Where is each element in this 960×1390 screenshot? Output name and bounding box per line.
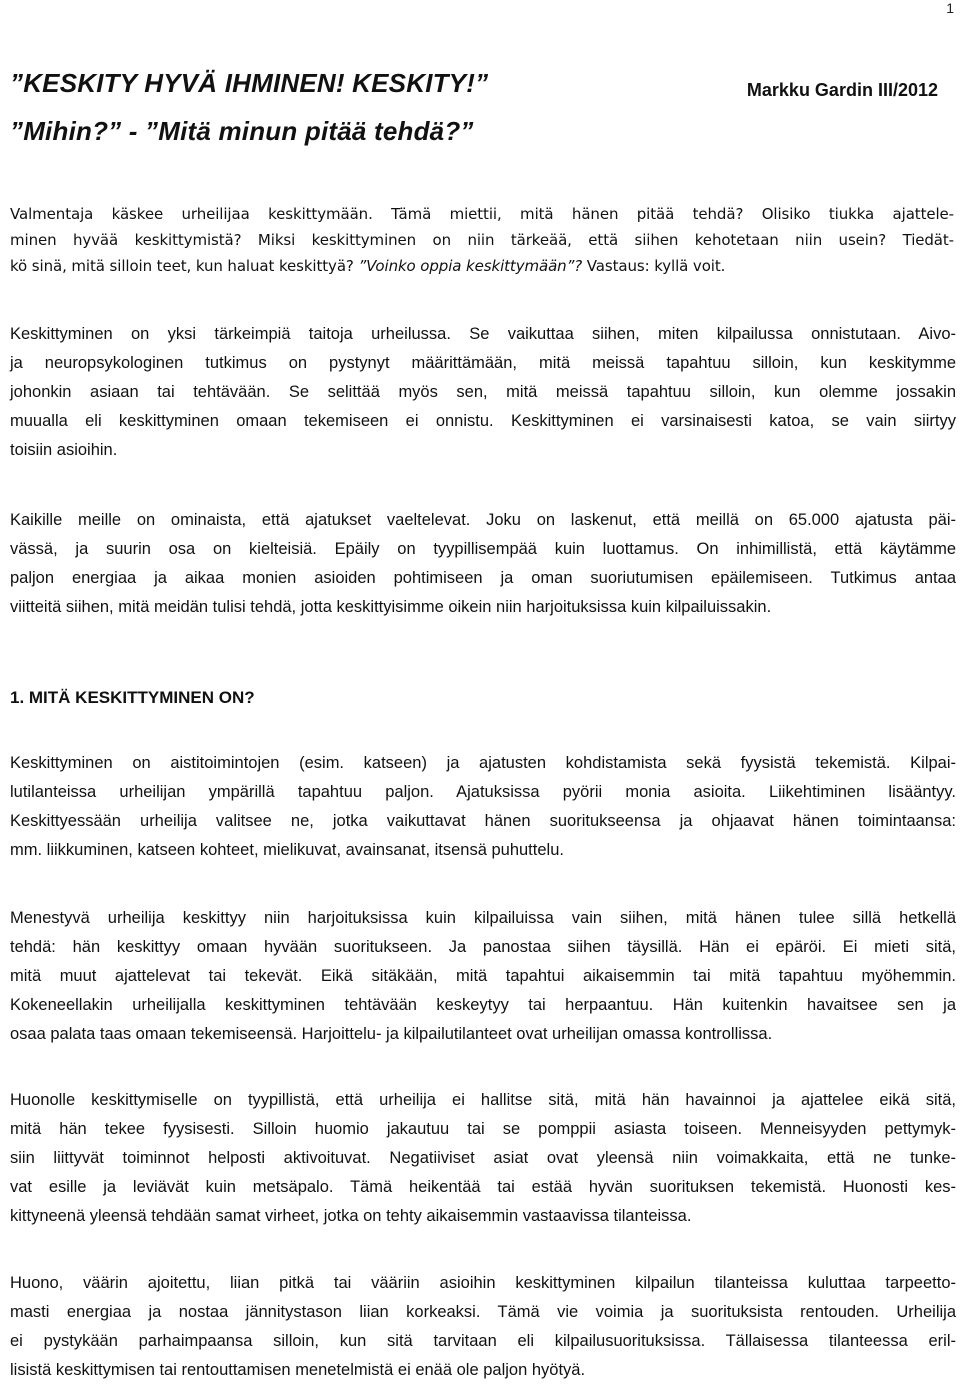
author-date: Markku Gardin III/2012 [746, 80, 938, 100]
paragraph-line: vat esille ja leviävät kuin metsäpalo. Tämä heikentää tai estää hyvän suorituksen tekemistä. Huonosti kes- [10, 1178, 956, 1196]
paragraph-line: Huono, väärin ajoitettu, liian pitkä tai vääriin asioihin keskittyminen kilpailun tilanteissa kuluttaa tarpeetto- [10, 1274, 956, 1292]
paragraph-line: ei pystykään parhaimpaansa silloin, kun sitä tarvitaan eli kilpailusuorituksissa. Tällaisessa tilanteessa eril- [10, 1332, 956, 1350]
paragraph-line: Keskittyessään urheilija valitsee ne, jotka vaikuttavat hänen suoritukseensa ja ohjaavat hänen toimintaansa: [10, 812, 956, 830]
paragraph-line: mm. liikkuminen, katseen kohteet, mielikuvat, avainsanat, itsensä puhuttelu. [10, 841, 564, 859]
section-heading-1: 1. MITÄ KESKITTYMINEN ON? [10, 688, 255, 707]
paragraph-3 [10, 506, 956, 622]
paragraph-line: Huonolle keskittymiselle on tyypillistä, että urheilija ei hallitse sitä, mitä hän havainnoi ja ajattelee eikä sitä, [10, 1091, 956, 1109]
paragraph-line: masti energiaa ja nostaa jännitystason liian korkeaksi. Tämä vie voimia ja suorituksista rentouden. Urheilija [10, 1303, 956, 1321]
paragraph-line: lisistä keskittymisen tai rentouttamisen menetelmistä ei enää ole paljon hyötyä. [10, 1361, 586, 1379]
intro-question-italic: ”Voinko oppia keskittymään”? [358, 257, 583, 275]
paragraph-line: viitteitä siihen, mitä meidän tulisi tehdä, jotta keskittyisimme oikein niin harjoituksissa kuin kilpailuissakin. [10, 598, 772, 616]
intro-line-1: Valmentaja käskee urheilijaa keskittymään. Tämä miettii, mitä hänen pitää tehdä? Olisiko tiukka ajattele- [10, 205, 954, 223]
paragraph-line: Keskittyminen on yksi tärkeimpiä taitoja urheilussa. Se vaikuttaa siihen, miten kilpailussa onnistutaan. Aivo- [10, 325, 956, 343]
intro-line-3 [10, 253, 954, 279]
intro-paragraph [10, 201, 954, 279]
paragraph-7 [10, 1269, 956, 1385]
paragraph-line: paljon energiaa ja aikaa monien asioiden pohtimiseen ja oman suoriutumisen epäilemiseen. Tutkimus antaa [10, 569, 956, 587]
intro-line-3-end: Vastaus: kyllä voit. [582, 257, 726, 275]
paragraph-4 [10, 749, 956, 865]
paragraph-line: osaa palata taas omaan tekemiseensä. Harjoittelu- ja kilpailutilanteet ovat urheilijan omassa kontrollissa. [10, 1025, 773, 1043]
paragraph-line: Kaikille meille on ominaista, että ajatukset vaeltelevat. Joku on laskenut, että meillä on 65.000 ajatusta päi- [10, 511, 956, 529]
paragraph-line: Keskittyminen on aistitoimintojen (esim. katseen) ja ajatusten kohdistamista sekä fyysistä tekemistä. Kilpai- [10, 754, 956, 772]
paragraph-line: Kokeneellakin urheilijalla keskittyminen tehtävään keskeytyy tai herpaantuu. Hän kuitenkin havaitsee sen ja [10, 996, 956, 1014]
document-title-line-2: ”Mihin?” - ”Mitä minun pitää tehdä?” [10, 116, 474, 146]
paragraph-line: vässä, ja suurin osa on kielteisiä. Epäily on tyypillisempää kuin luottamus. On inhimillistä, että käytämme [10, 540, 956, 558]
intro-line-2: minen hyvää keskittymistä? Miksi keskittyminen on niin tärkeää, että siihen kehotetaan niin usein? Tiedät- [10, 231, 954, 249]
paragraph-line: mitä muut ajattelevat tai tekevät. Eikä sitäkään, mitä tapahtui aikaisemmin tai mitä tapahtuu myöhemmin. [10, 967, 956, 985]
paragraph-line: siin liittyvät toiminnot helposti aktivoituvat. Negatiiviset asiat ovat yleensä niin voimakkaita, että ne tunke- [10, 1149, 956, 1167]
document-title-line-1: ”KESKITY HYVÄ IHMINEN! KESKITY!” [10, 68, 489, 98]
paragraph-line: kittyneenä yleensä tehdään samat virheet, jotka on tehty aikaisemmin vastaavissa tilanteissa. [10, 1207, 692, 1225]
page-number: 1 [946, 0, 954, 16]
paragraph-line: muualla eli keskittyminen omaan tekemiseen ei onnistu. Keskittyminen ei varsinaisesti katoa, se vain siirtyy [10, 412, 956, 430]
paragraph-line: toisiin asioihin. [10, 441, 118, 459]
intro-line-3-start: kö sinä, mitä silloin teet, kun haluat keskittyä? [10, 257, 359, 275]
paragraph-line: Menestyvä urheilija keskittyy niin harjoituksissa kuin kilpailuissa vain siihen, mitä hänen tulee sillä hetkellä [10, 909, 956, 927]
paragraph-line: tehdä: hän keskittyy omaan hyvään suoritukseen. Ja panostaa siihen täysillä. Hän ei epäröi. Ei mieti sitä, [10, 938, 956, 956]
paragraph-2 [10, 320, 956, 465]
paragraph-6 [10, 1086, 956, 1231]
paragraph-line: ja neuropsykologinen tutkimus on pystynyt määrittämään, mitä meissä tapahtuu silloin, kun keskitymme [10, 354, 956, 372]
paragraph-5 [10, 904, 956, 1049]
paragraph-line: lutilanteissa urheilijan ympärillä tapahtuu paljon. Ajatuksissa pyörii monia asioita. Liikehtiminen lisääntyy. [10, 783, 956, 801]
paragraph-line: mitä hän tekee fyysisesti. Silloin huomio jakautuu tai se pomppii asiasta toiseen. Menneisyyden pettymyk- [10, 1120, 956, 1138]
paragraph-line: johonkin asiaan tai tehtävään. Se selittää myös sen, mitä meissä tapahtuu silloin, kun olemme jossakin [10, 383, 956, 401]
